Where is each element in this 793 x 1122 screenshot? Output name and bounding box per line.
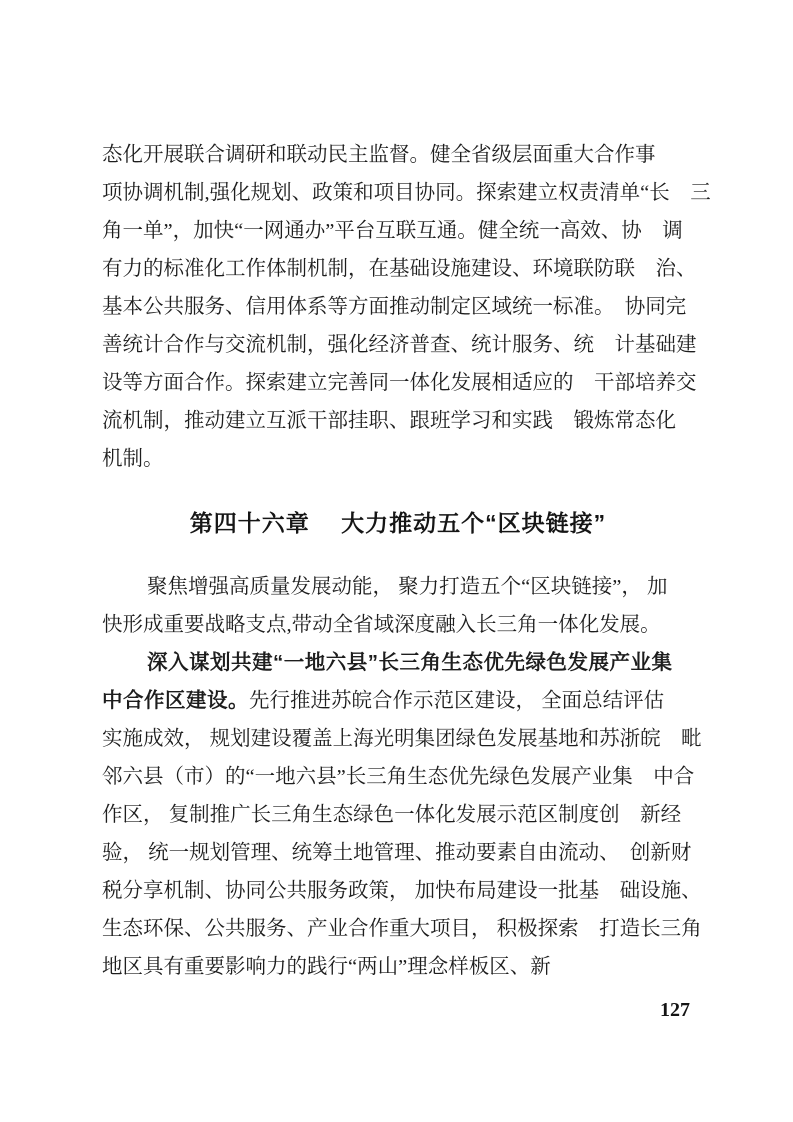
bold-lead-text: 中合作区建设。 (102, 689, 249, 712)
body-text-line: 态化开展联合调研和联动民主监督。健全省级层面重大合作事 (102, 144, 656, 166)
body-text-line: 善统计合作与交流机制，强化经济普查、统计服务、统 计基础建 (102, 334, 697, 356)
paragraph-2 (102, 568, 694, 644)
body-text-line: 实施成效， 规划建设覆盖上海光明集团绿色发展基地和苏浙皖 毗 (102, 728, 702, 750)
body-text-line: 邻六县（市）的“一地六县”长三角生态优先绿色发展产业集 中合 (102, 766, 695, 788)
body-text-line: 快形成重要战略支点,带动全省域深度融入长三角一体化发展。 (102, 614, 661, 636)
body-text-line: 作区， 复制推广长三角生态绿色一体化发展示范区制度创 新经 (102, 804, 682, 826)
page-content (102, 136, 711, 986)
body-text-line: 有力的标准化工作体制机制，在基础设施建设、环境联防联 治、 (102, 258, 697, 280)
page-number: 127 (660, 999, 690, 1021)
body-text-line: 机制。 (102, 448, 164, 470)
body-text-line (102, 682, 694, 720)
body-text-line: 角一单”，加快“一网通办”平台互联互通。健全统一高效、协 调 (102, 220, 683, 242)
body-text-line: 聚焦增强高质量发展动能， 聚力打造五个“区块链接”， 加 (147, 576, 668, 598)
body-text-line-bold: 深入谋划共建“一地六县”长三角生态优先绿色发展产业集 (147, 651, 673, 674)
paragraph-1 (102, 136, 711, 478)
body-text-line: 地区具有重要影响力的践行“两山”理念样板区、新 (102, 956, 551, 978)
body-text-line: 项协调机制,强化规划、政策和项目协同。探索建立权责清单“长 三 (102, 182, 711, 204)
paragraph-3 (102, 644, 702, 986)
chapter-heading: 第四十六章 大力推动五个“区块链接” (189, 510, 607, 536)
body-text-line: 生态环保、公共服务、产业合作重大项目， 积极探索 打造长三角 (102, 918, 702, 940)
body-text-line: 税分享机制、协同公共服务政策， 加快布局建设一批基 础设施、 (102, 880, 702, 902)
body-text-line: 基本公共服务、信用体系等方面推动制定区域统一标准。 协同完 (102, 296, 687, 318)
body-text-line: 设等方面合作。探索建立完善同一体化发展相适应的 干部培养交 (102, 372, 697, 394)
body-text-line: 流机制，推动建立互派干部挂职、跟班学习和实践 锻炼常态化 (102, 410, 676, 432)
body-text-span: 先行推进苏皖合作示范区建设， 全面总结评估 (249, 690, 665, 712)
body-text-line: 验， 统一规划管理、统筹土地管理、推动要素自由流动、 创新财 (102, 842, 692, 864)
